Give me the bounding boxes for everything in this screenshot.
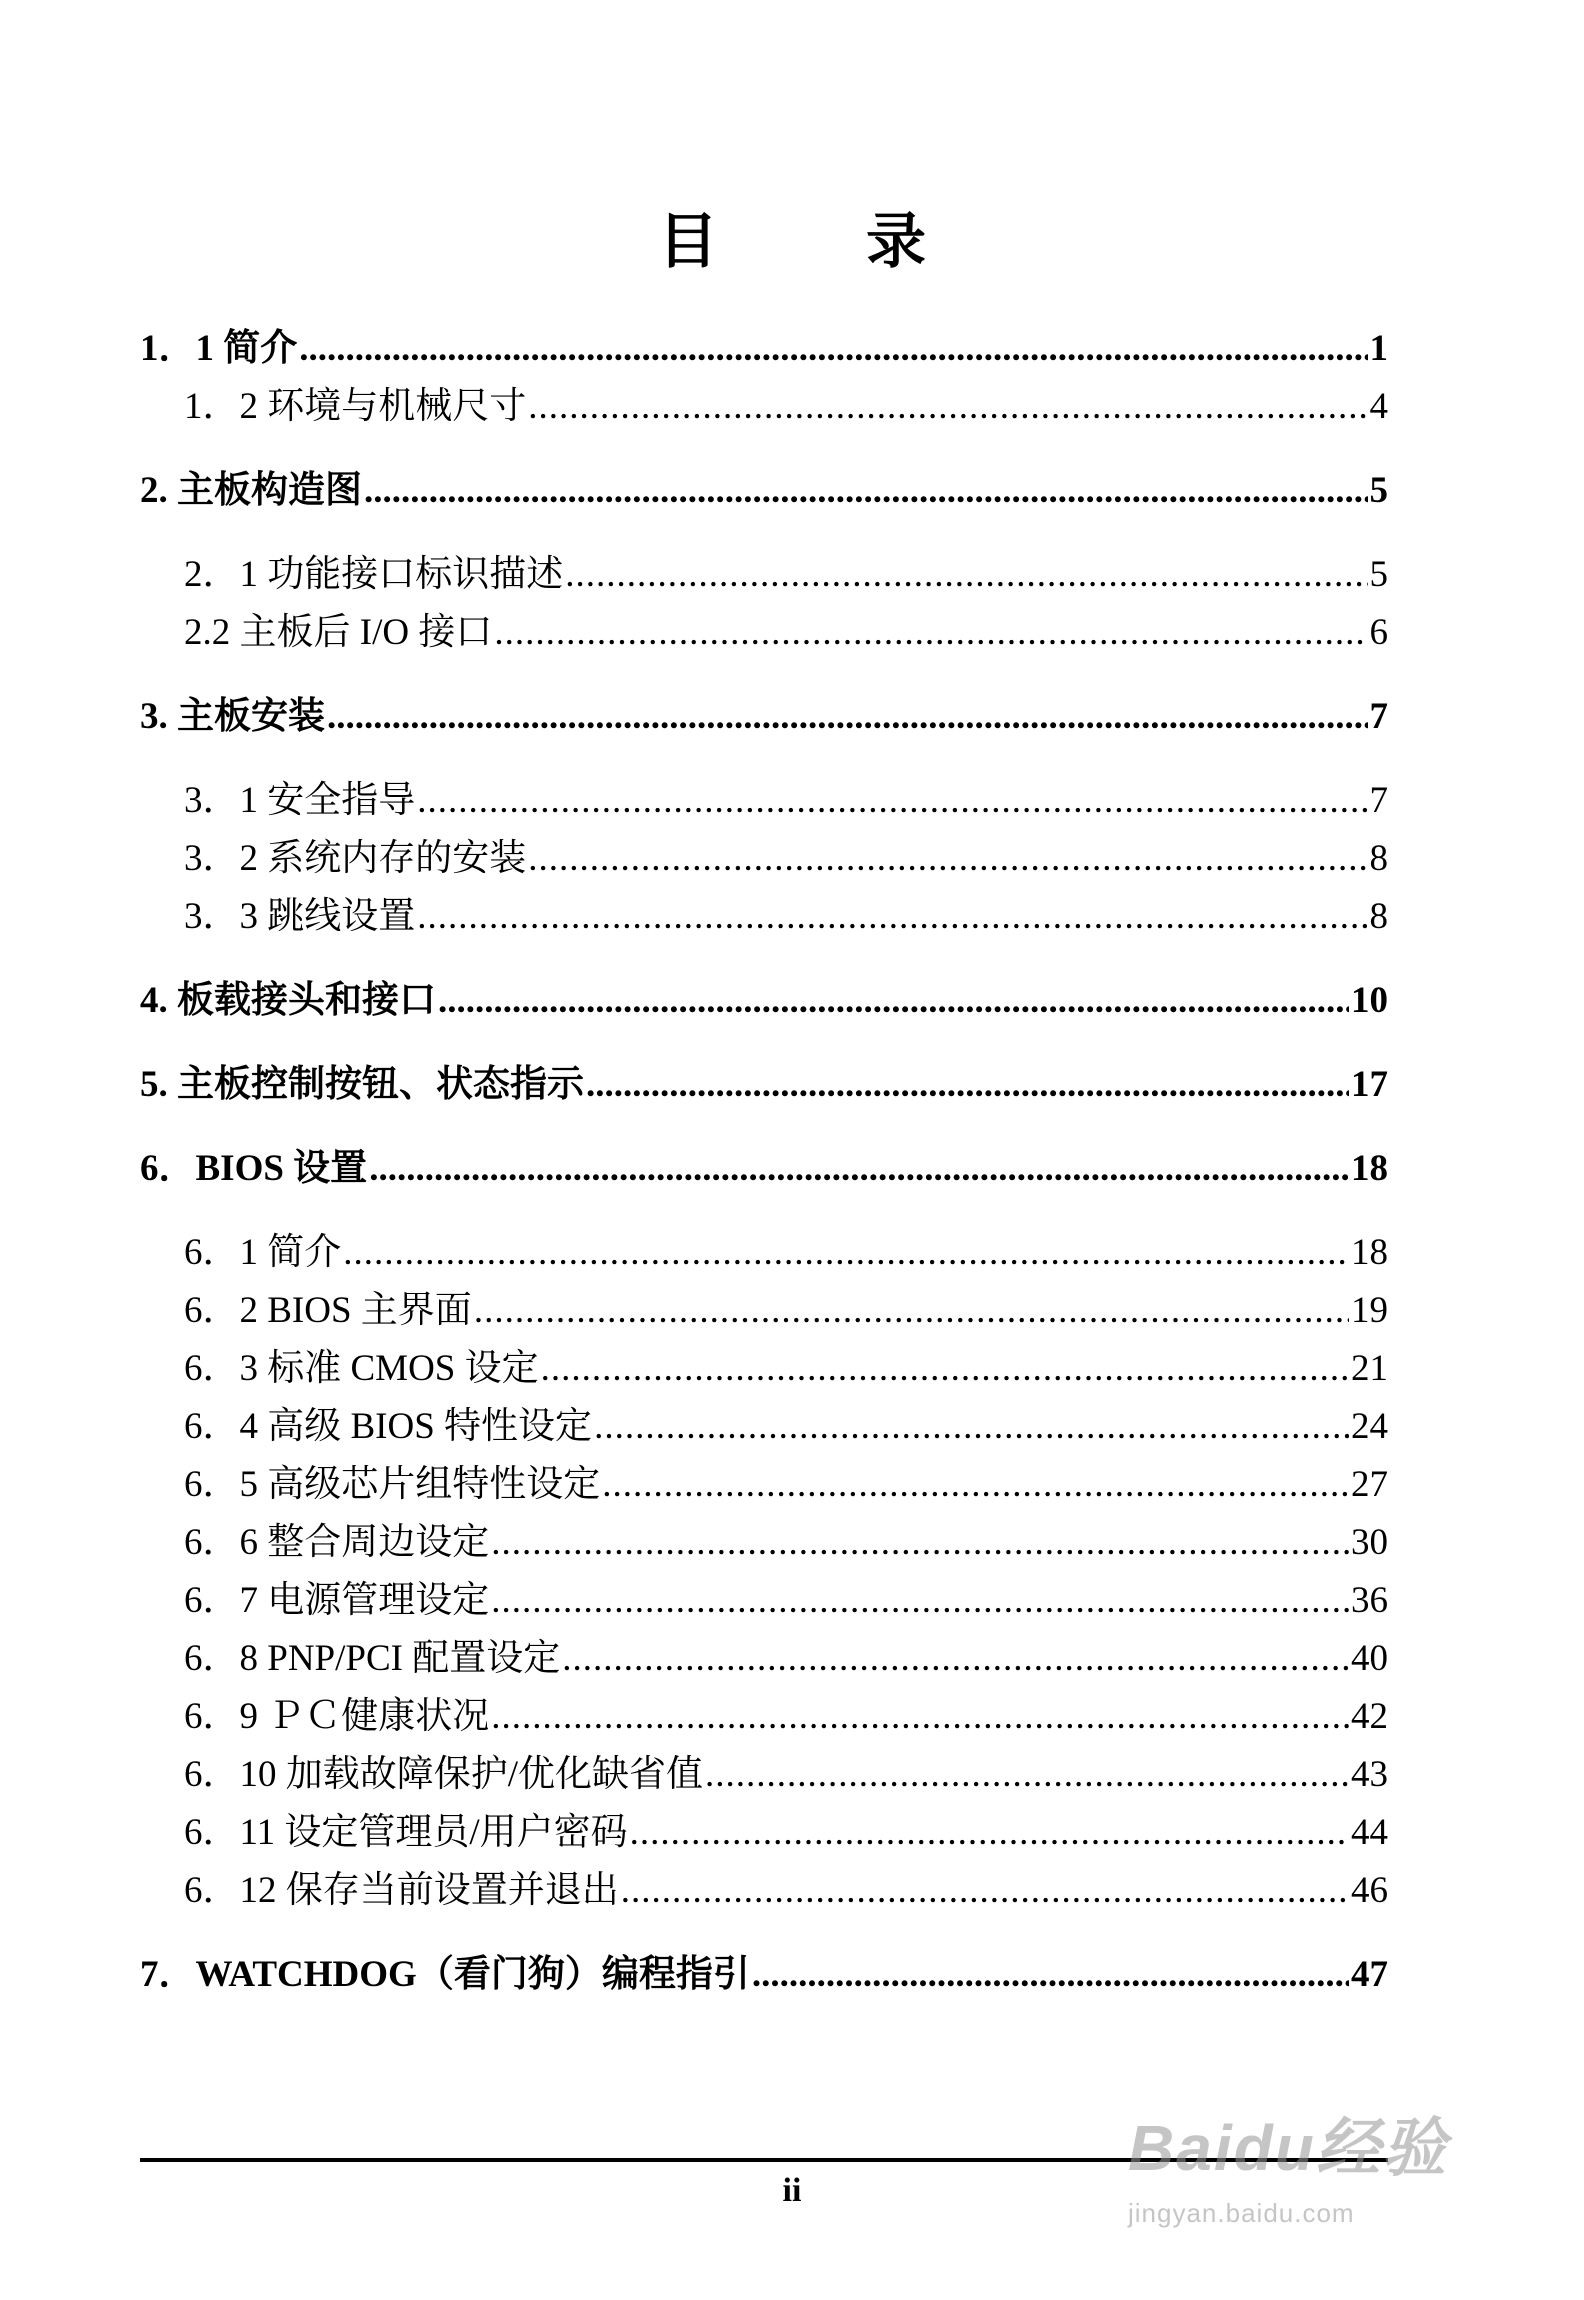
dot-leader (621, 1862, 1349, 1920)
watermark-url: jingyan.baidu.com (1128, 2198, 1355, 2228)
dot-leader (630, 1804, 1349, 1862)
toc-entry[interactable] (140, 1746, 1388, 1804)
toc-entry-label: 1．1 简介 (140, 328, 298, 369)
toc-entry[interactable] (140, 546, 1388, 604)
baidu-jingyan-watermark (1128, 2112, 1508, 2266)
toc-entry-page: 4 (1369, 386, 1388, 427)
dot-leader (327, 688, 1368, 746)
toc-entry-label: 6．8 PNP/PCI 配置设定 (184, 1638, 561, 1679)
dot-leader (562, 1630, 1349, 1688)
toc-entry[interactable] (140, 1140, 1388, 1198)
dot-leader (417, 772, 1367, 830)
dot-leader (369, 1140, 1349, 1198)
toc-entry-page: 46 (1351, 1870, 1388, 1911)
toc-entry[interactable] (140, 378, 1388, 436)
dot-leader (491, 1688, 1349, 1746)
toc-entry-label: 1．2 环境与机械尺寸 (184, 386, 527, 427)
dot-leader (541, 1340, 1349, 1398)
toc-entry-label: 3．2 系统内存的安装 (184, 838, 527, 879)
dot-leader (752, 1946, 1349, 2004)
toc-entry-page: 42 (1351, 1696, 1388, 1737)
toc-entry-page: 18 (1351, 1232, 1388, 1273)
dot-leader (299, 320, 1367, 378)
toc-entry-label: 6．3 标准 CMOS 设定 (184, 1348, 539, 1389)
toc-entry-page: 47 (1351, 1954, 1388, 1995)
page-number: ii (782, 2172, 802, 2209)
toc-entry-page: 7 (1369, 780, 1388, 821)
toc-entry[interactable] (140, 1946, 1388, 2004)
watermark-logo: Baidu经验 (1128, 2112, 1448, 2184)
toc-entry-label: 6．6 整合周边设定 (184, 1522, 490, 1563)
page-title: 目 录 (658, 209, 970, 275)
dot-leader (602, 1456, 1349, 1514)
toc-entry-label: 3. 主板安装 (140, 696, 325, 737)
toc-entry-page: 36 (1351, 1580, 1388, 1621)
toc-entry-page: 6 (1369, 612, 1388, 653)
toc-entry-page: 7 (1369, 696, 1388, 737)
dot-leader (594, 1398, 1349, 1456)
toc-entry-page: 8 (1369, 896, 1388, 937)
toc-entry-label: 2．1 功能接口标识描述 (184, 554, 564, 595)
toc-entry-label: 6．5 高级芯片组特性设定 (184, 1464, 601, 1505)
dot-leader (364, 462, 1368, 520)
dot-leader (491, 1514, 1349, 1572)
toc-entry[interactable] (140, 1862, 1388, 1920)
dot-leader (586, 1056, 1349, 1114)
toc-entry-page: 43 (1351, 1754, 1388, 1795)
toc-entry-label: 6．4 高级 BIOS 特性设定 (184, 1406, 593, 1447)
dot-leader (343, 1224, 1349, 1282)
dot-leader (528, 378, 1367, 436)
toc-entry-page: 24 (1351, 1406, 1388, 1447)
toc-entry-label: 5. 主板控制按钮、状态指示 (140, 1064, 584, 1105)
toc-entry[interactable] (140, 972, 1388, 1030)
toc-entry-page: 5 (1369, 470, 1388, 511)
toc-entry[interactable] (140, 830, 1388, 888)
toc-entry-label: 6．11 设定管理员/用户密码 (184, 1812, 628, 1853)
dot-leader (565, 546, 1367, 604)
dot-leader (528, 830, 1367, 888)
toc-entry[interactable] (140, 1056, 1388, 1114)
toc-entry[interactable] (140, 688, 1388, 746)
toc-entry-label: 6．2 BIOS 主界面 (184, 1290, 472, 1331)
toc-entry-label: 3．3 跳线设置 (184, 896, 416, 937)
toc-entry[interactable] (140, 888, 1388, 946)
toc-entry-page: 40 (1351, 1638, 1388, 1679)
toc-entry-label: 2.2 主板后 I/O 接口 (184, 612, 493, 653)
dot-leader (491, 1572, 1349, 1630)
toc-entry-label: 2. 主板构造图 (140, 470, 362, 511)
toc-entry-page: 18 (1351, 1148, 1388, 1189)
toc-entry[interactable] (140, 604, 1388, 662)
table-of-contents (140, 320, 1388, 2004)
toc-entry-page: 19 (1351, 1290, 1388, 1331)
toc-entry[interactable] (140, 1688, 1388, 1746)
dot-leader (417, 888, 1367, 946)
toc-entry-label: 6．12 保存当前设置并退出 (184, 1870, 619, 1911)
toc-entry[interactable] (140, 1340, 1388, 1398)
toc-entry[interactable] (140, 1572, 1388, 1630)
toc-entry[interactable] (140, 1282, 1388, 1340)
dot-leader (705, 1746, 1349, 1804)
dot-leader (494, 604, 1367, 662)
toc-entry-label: 7．WATCHDOG（看门狗）编程指引 (140, 1954, 750, 1995)
toc-entry-page: 30 (1351, 1522, 1388, 1563)
toc-entry-label: 6．BIOS 设置 (140, 1148, 368, 1189)
toc-entry[interactable] (140, 772, 1388, 830)
toc-entry[interactable] (140, 1804, 1388, 1862)
toc-entry-label: 6．1 简介 (184, 1232, 342, 1273)
toc-entry-page: 27 (1351, 1464, 1388, 1505)
toc-entry[interactable] (140, 462, 1388, 520)
toc-entry-page: 5 (1369, 554, 1388, 595)
toc-entry[interactable] (140, 1398, 1388, 1456)
toc-entry[interactable] (140, 320, 1388, 378)
toc-entry[interactable] (140, 1456, 1388, 1514)
toc-entry-page: 10 (1351, 980, 1388, 1021)
toc-entry-label: 6．7 电源管理设定 (184, 1580, 490, 1621)
toc-entry-label: 6．9 ＰＣ健康状况 (184, 1696, 490, 1737)
toc-entry-label: 4. 板载接头和接口 (140, 980, 436, 1021)
dot-leader (474, 1282, 1349, 1340)
toc-entry[interactable] (140, 1514, 1388, 1572)
toc-entry[interactable] (140, 1224, 1388, 1282)
toc-entry-page: 1 (1369, 328, 1388, 369)
toc-entry-page: 44 (1351, 1812, 1388, 1853)
toc-entry-label: 3．1 安全指导 (184, 780, 416, 821)
toc-entry-page: 21 (1351, 1348, 1388, 1389)
toc-entry-label: 6．10 加载故障保护/优化缺省值 (184, 1754, 704, 1795)
toc-entry-page: 8 (1369, 838, 1388, 879)
toc-entry[interactable] (140, 1630, 1388, 1688)
dot-leader (438, 972, 1349, 1030)
toc-entry-page: 17 (1351, 1064, 1388, 1105)
